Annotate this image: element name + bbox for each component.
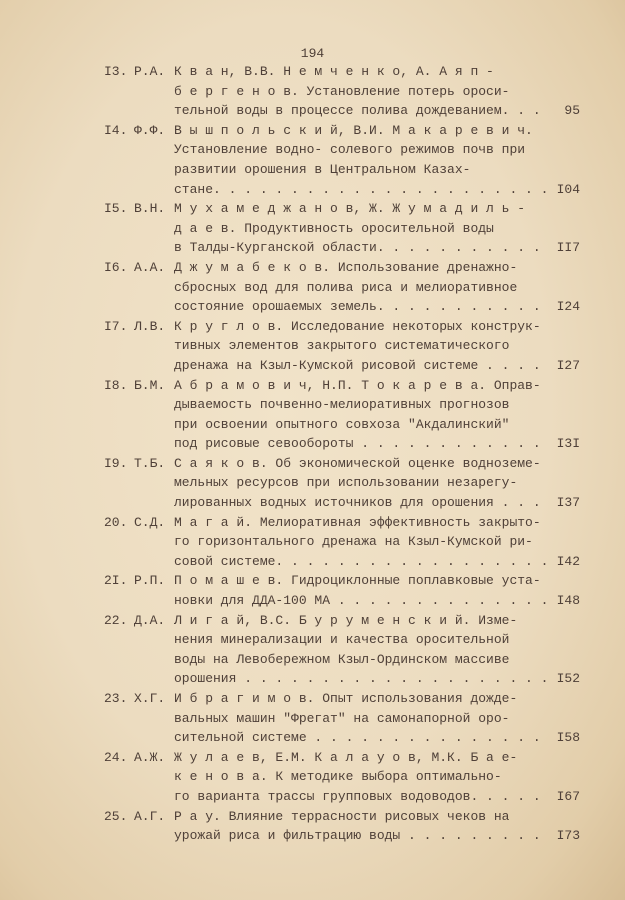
toc-entry-line <box>104 101 580 121</box>
entry-text: мельных ресурсов при использовании незарегу- <box>174 475 518 491</box>
entry-page-number: I24 <box>556 299 580 315</box>
entry-number: I6. <box>104 259 128 275</box>
entry-text: Р а у. Влияние террасности рисовых чеков на <box>174 808 510 824</box>
entry-text: лированных водных источников для орошения . . . <box>174 495 541 511</box>
entry-text: М а г а й. Мелиоративная эффективность закрыто- <box>174 514 541 530</box>
entry-page-number: I42 <box>556 553 580 569</box>
toc-entry-line <box>104 140 580 160</box>
entry-number: 2I. <box>104 573 128 589</box>
author-initials: Д.А. <box>134 612 166 628</box>
toc-entry-line <box>104 297 580 317</box>
toc-entry-line <box>104 336 580 356</box>
entry-number: I9. <box>104 455 128 471</box>
toc-entry-line <box>104 238 580 258</box>
entry-text: Л и г а й, В.С. Б у р у м е н с к и й. Изме- <box>174 612 518 628</box>
entry-text: к е н о в а. К методике выбора оптимально- <box>174 769 502 785</box>
entry-text: вальных машин "Фрегат" на самонапорной оро- <box>174 710 510 726</box>
author-initials: Т.Б. <box>134 455 166 471</box>
toc-entry-line <box>104 807 580 827</box>
toc-entry <box>104 454 580 513</box>
toc-entry-line <box>104 669 580 689</box>
author-initials: Х.Г. <box>134 691 166 706</box>
entry-page-number: I27 <box>556 357 580 373</box>
entry-text: П о м а ш е в. Гидроциклонные поплавковые уста- <box>174 573 541 589</box>
entry-number: 20. <box>104 514 128 530</box>
entry-number: I5. <box>104 201 128 217</box>
entry-text: К р у г л о в. Исследование некоторых конструк- <box>174 318 541 334</box>
entry-text: И б р а г и м о в. Опыт использования дожде- <box>174 691 518 706</box>
entry-text: С а я к о в. Об экономической оценке водноземе- <box>174 455 541 471</box>
toc-entry-line <box>104 199 580 219</box>
toc-entry-line <box>104 376 580 396</box>
toc-entry-line <box>104 630 580 650</box>
entry-text: нения минерализации и качества оросительной <box>174 632 510 648</box>
toc-entry <box>104 121 580 199</box>
toc-entry-line <box>104 121 580 141</box>
entry-text: б е р г е н о в. Установление потерь ороси- <box>174 83 510 99</box>
toc-entry <box>104 199 580 258</box>
entry-text: В ы ш п о л ь с к и й, В.И. М а к а р е в и ч. <box>174 122 533 138</box>
toc-entry-line <box>104 180 580 200</box>
toc-entry-line <box>104 493 580 513</box>
entry-text: новки для ДДА-100 МА . . . . . . . . . . . . . . <box>174 593 549 609</box>
toc-entry <box>104 611 580 689</box>
entry-number: 25. <box>104 808 128 824</box>
toc-entry-line <box>104 826 580 846</box>
toc-entry-line <box>104 434 580 454</box>
author-initials: Р.П. <box>134 573 166 589</box>
entry-number: I8. <box>104 377 128 393</box>
entry-text: Установление водно- солевого режимов почв при <box>174 142 526 158</box>
toc-entry-line <box>104 454 580 474</box>
entry-number: I3. <box>104 64 128 79</box>
entry-text: в Талды-Курганской области. . . . . . . . . . . <box>174 240 541 256</box>
entry-text: Ж у л а е в, Е.М. К а л а у о в, М.К. Б а е- <box>174 749 518 765</box>
toc-entry-line <box>104 767 580 787</box>
entry-text: орошения . . . . . . . . . . . . . . . . . . . . <box>174 671 549 687</box>
entry-text: дываемость почвенно-мелиоративных прогнозов <box>174 397 510 413</box>
entry-page-number: I52 <box>556 671 580 687</box>
entry-page-number: I67 <box>556 788 580 804</box>
toc-entry <box>104 62 580 121</box>
author-initials: А.Г. <box>134 808 166 824</box>
entry-number: I7. <box>104 318 128 334</box>
author-initials: Р.А. <box>134 64 166 79</box>
toc-entry-line <box>104 395 580 415</box>
entry-number: 23. <box>104 691 128 706</box>
toc-entry-line <box>104 571 580 591</box>
entry-page-number: 95 <box>564 103 580 119</box>
author-initials: А.Ж. <box>134 749 166 765</box>
toc-entry <box>104 689 580 748</box>
entry-page-number: I58 <box>556 730 580 746</box>
toc-entry-line <box>104 317 580 337</box>
entry-text: при освоении опытного совхоза "Акдалинский" <box>174 416 510 432</box>
entry-page-number: I48 <box>556 593 580 609</box>
author-initials: Л.В. <box>134 318 166 334</box>
toc-entry-line <box>104 278 580 298</box>
toc-entry <box>104 807 580 846</box>
toc-entry-line <box>104 415 580 435</box>
toc-entry-line <box>104 787 580 807</box>
entry-text: К в а н, В.В. Н е м ч е н к о, А. А я п - <box>174 64 494 79</box>
entry-text: дренажа на Кзыл-Кумской рисовой системе . . . . <box>174 357 541 373</box>
toc-entry-line <box>104 160 580 180</box>
toc-entry-line <box>104 611 580 631</box>
entry-text: сительной системе . . . . . . . . . . . . . . . <box>174 730 541 746</box>
page-number: 194 <box>300 46 325 61</box>
entry-text: развитии орошения в Центральном Казах- <box>174 161 471 177</box>
author-initials: Ф.Ф. <box>134 122 166 138</box>
entry-page-number: I37 <box>556 495 580 511</box>
entry-text: тельной воды в процессе полива дождеванием. . . <box>174 103 541 119</box>
toc-entry-line <box>104 356 580 376</box>
toc-entry-line <box>104 689 580 709</box>
entry-text: М у х а м е д ж а н о в, Ж. Ж у м а д и л ь - <box>174 201 526 217</box>
toc-entry-line <box>104 473 580 493</box>
toc-entry-line <box>104 650 580 670</box>
entry-page-number: I73 <box>556 828 580 844</box>
entry-text: го горизонтального дренажа на Кзыл-Кумской ри- <box>174 534 533 550</box>
entry-text: го варианта трассы групповых водоводов. . . . . <box>174 788 541 804</box>
author-initials: В.Н. <box>134 201 166 217</box>
toc-entry <box>104 748 580 807</box>
entry-text: состояние орошаемых земель. . . . . . . . . . . <box>174 299 541 315</box>
entry-text: А б р а м о в и ч, Н.П. Т о к а р е в а. Оправ- <box>174 377 541 393</box>
toc-entry-line <box>104 62 580 82</box>
entry-text: тивных элементов закрытого систематического <box>174 338 510 354</box>
author-initials: А.А. <box>134 259 166 275</box>
toc-entry-line <box>104 219 580 239</box>
entry-text: воды на Левобережном Кзыл-Ординском массиве <box>174 651 510 667</box>
toc-entry-line <box>104 709 580 729</box>
table-of-contents <box>104 62 580 846</box>
toc-entry-line <box>104 591 580 611</box>
entry-text: под рисовые севообороты . . . . . . . . . . . . <box>174 436 541 452</box>
entry-text: урожай риса и фильтрацию воды . . . . . . . . . <box>174 828 541 844</box>
toc-entry <box>104 513 580 572</box>
entry-text: стане. . . . . . . . . . . . . . . . . . . . . . <box>174 181 549 197</box>
toc-entry <box>104 258 580 317</box>
toc-entry <box>104 571 580 610</box>
toc-entry-line <box>104 513 580 533</box>
author-initials: Б.М. <box>134 377 166 393</box>
entry-page-number: II7 <box>556 240 580 256</box>
toc-entry-line <box>104 748 580 768</box>
entry-page-number: I04 <box>556 181 580 197</box>
entry-number: 22. <box>104 612 128 628</box>
entry-text: д а е в. Продуктивность оросительной воды <box>174 220 494 236</box>
entry-text: совой системе. . . . . . . . . . . . . . . . . . <box>174 553 549 569</box>
entry-text: Д ж у м а б е к о в. Использование дренажно- <box>174 259 518 275</box>
toc-entry-line <box>104 728 580 748</box>
author-initials: С.Д. <box>134 514 166 530</box>
toc-entry-line <box>104 552 580 572</box>
toc-entry-line <box>104 82 580 102</box>
toc-entry <box>104 317 580 376</box>
toc-entry-line <box>104 532 580 552</box>
toc-entry <box>104 376 580 454</box>
entry-number: I4. <box>104 122 128 138</box>
entry-number: 24. <box>104 749 128 765</box>
entry-page-number: I3I <box>556 436 580 452</box>
toc-entry-line <box>104 258 580 278</box>
entry-text: сбросных вод для полива риса и мелиоративное <box>174 279 518 295</box>
